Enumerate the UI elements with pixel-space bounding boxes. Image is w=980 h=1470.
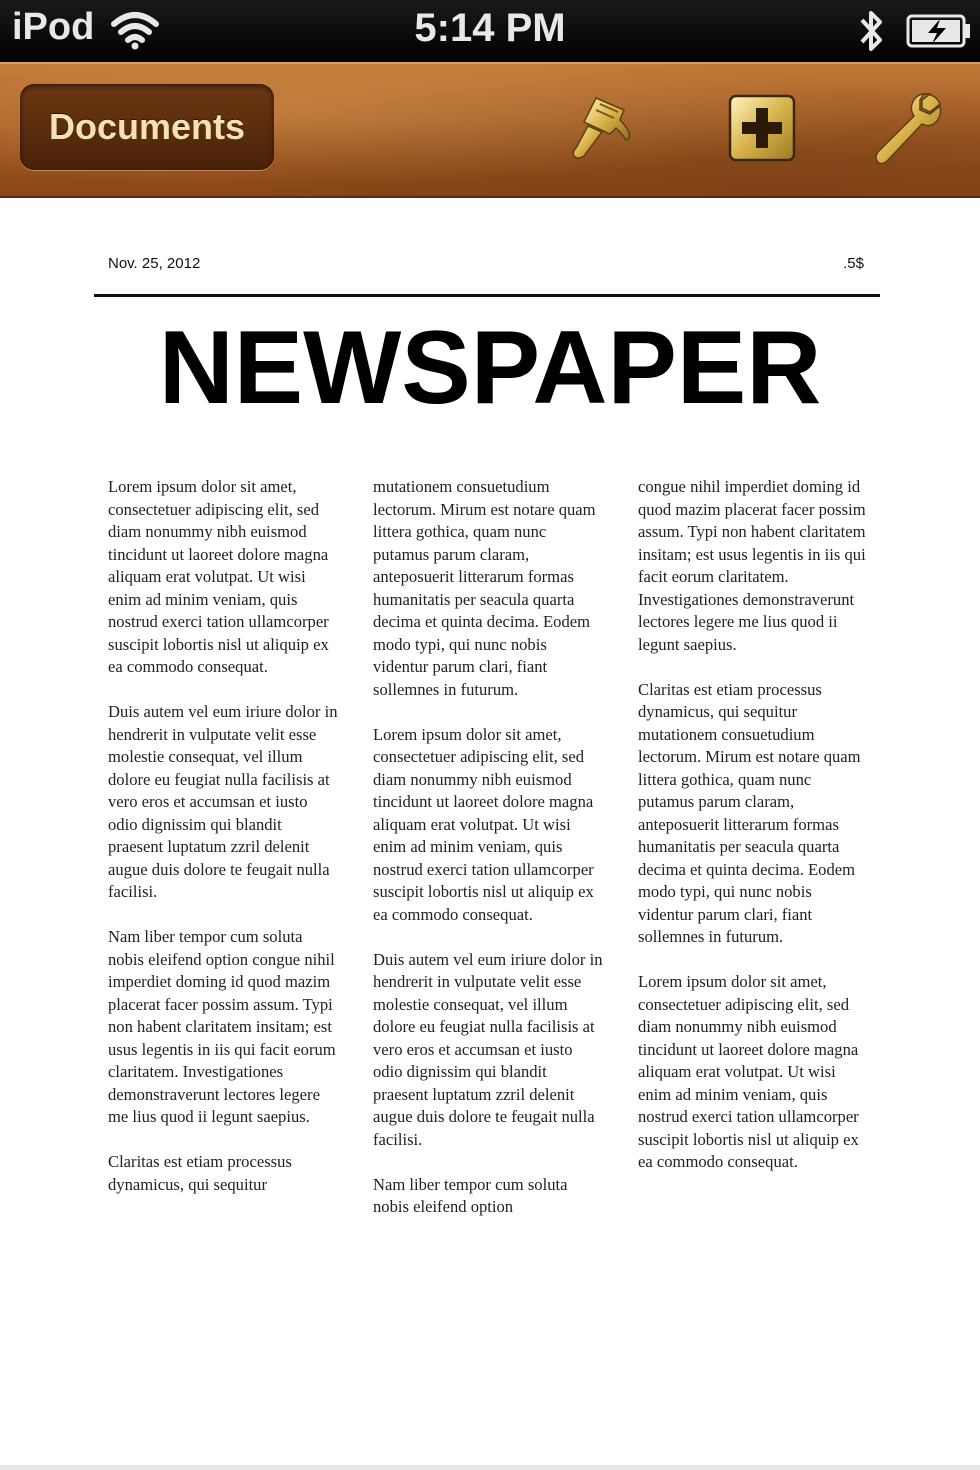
paragraph: Duis autem vel eum iriure dolor in hendrerit in vulputate velit esse molestie consequat, vel illum dolore eu feugiat nulla facilisis at vero eros et accumsan et iusto odio dignissim qui blandit praesent luptatum zzril delenit augue duis dolore te feugait nulla facilisi. [108,702,338,901]
status-time: 5:14 PM [414,6,566,50]
bluetooth-icon [856,8,886,54]
paragraph: Lorem ipsum dolor sit amet, consectetuer adipiscing elit, sed diam nonummy nibh euismod tincidunt ut laoreet dolore magna aliquam erat volutpat. Ut wisi enim ad minim veniam, quis nostrud exerci tation ullamcorper suscipit lobortis nisl ut aliquip ex ea commodo consequat. [373,724,594,924]
masthead-title: NEWSPAPER [158,310,822,426]
paintbrush-icon[interactable] [566,90,642,166]
paragraph: Nam liber tempor cum soluta nobis eleifend option [373,1174,568,1216]
toolbar [0,62,980,198]
status-bar [0,0,980,62]
add-icon[interactable] [728,94,796,162]
header-divider [94,294,880,297]
text-column-3[interactable] [638,476,870,1196]
documents-button[interactable]: Documents [20,84,274,170]
text-column-1[interactable] [108,476,340,1219]
battery-charging-icon [906,14,972,48]
page-bottom-edge [0,1465,980,1470]
paragraph: Lorem ipsum dolor sit amet, consectetuer adipiscing elit, sed diam nonummy nibh euismod tincidunt ut laoreet dolore magna aliquam erat volutpat. Ut wisi enim ad minim veniam, quis nostrud exerci tation ullamcorper suscipit lobortis nisl ut aliquip ex ea commodo consequat. [108,477,329,676]
issue-date: Nov. 25, 2012 [108,255,201,272]
paragraph: Lorem ipsum dolor sit amet, consectetuer adipiscing elit, sed diam nonummy nibh euismod tincidunt ut laoreet dolore magna aliquam erat volutpat. Ut wisi enim ad minim veniam, quis nostrud exerci tation ullamcorper suscipit lobortis nisl ut aliquip ex ea commodo consequat. [638,972,859,1171]
paragraph: Claritas est etiam processus dynamicus, qui sequitur mutationem consuetudium lectorum. Mirum est notare quam littera gothica, quam nunc putamus parum claram, anteposuerit litterarum formas humanitatis per seacula quarta decima et quinta decima. Eodem modo typi, qui nunc nobis videntur parum clari, fiant sollemnes in futurum. [638,679,861,946]
paragraph: mutationem consuetudium lectorum. Mirum est notare quam littera gothica, quam nunc putamus parum claram, anteposuerit litterarum formas humanitatis per seacula quarta decima et quinta decima. Eodem modo typi, qui nunc nobis videntur parum clari, fiant sollemnes in futurum. [373,477,596,699]
paragraph: Duis autem vel eum iriure dolor in hendrerit in vulputate velit esse molestie consequat, vel illum dolore eu feugiat nulla facilisis at vero eros et accumsan et iusto odio dignissim qui blandit praesent luptatum zzril delenit augue duis dolore te feugait nulla facilisi. [373,949,603,1149]
wrench-icon[interactable] [870,90,942,166]
paragraph: Claritas est etiam processus dynamicus, qui sequitur [108,1152,292,1194]
paragraph: congue nihil imperdiet doming id quod mazim placerat facer possim assum. Typi non habent claritatem insitam; est usus legentis in iis qui facit eorum claritatem. Investigationes demonstraverunt lectores legere me lius quod ii legunt saepius. [638,477,866,654]
carrier-label: iPod [12,6,95,48]
text-column-2[interactable] [373,476,605,1241]
issue-price: .5$ [843,255,864,272]
paragraph: Nam liber tempor cum soluta nobis eleifend option congue nihil imperdiet doming id quod mazim placerat facer possim assum. Typi non habent claritatem insitam; est usus legentis in iis qui facit eorum claritatem. Investigationes demonstraverunt lectores legere me lius quod ii legunt saepius. [108,927,336,1126]
